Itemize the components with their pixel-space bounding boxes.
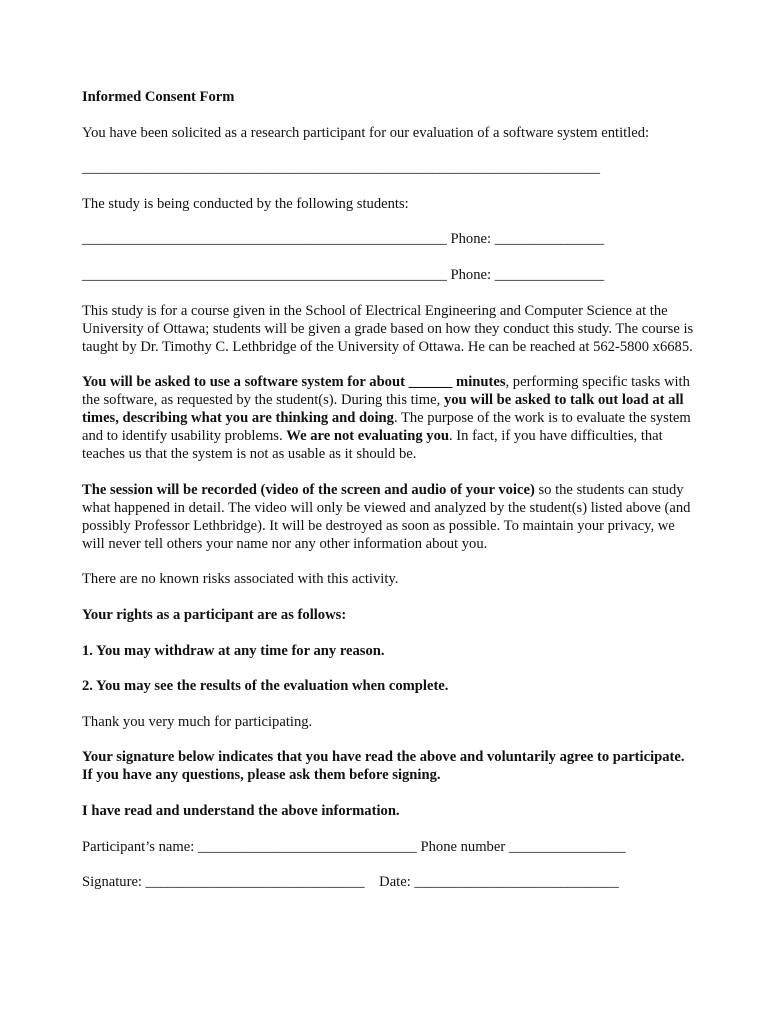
signature-field[interactable]: ______________________________ <box>145 874 365 891</box>
participant-name-field[interactable]: ______________________________ <box>197 838 417 855</box>
intro-text: You have been solicited as a research participant for our evaluation of a software system entitled: <box>82 124 650 141</box>
acknowledgement <box>82 802 694 820</box>
student-name-blank: __________________________________________________ <box>82 231 447 248</box>
task-duration-text: You will be asked to use a software system for about ______ minutes <box>82 374 506 391</box>
form-title: Informed Consent Form <box>82 89 235 105</box>
course-paragraph: This study is for a course given in the School of Electrical Engineering and Computer Science at the University of Ottawa; students will be given a grade based on how they conduct this study. The course is taught by Dr. Timothy C. Lethbridge of the University of Ottawa. He can be reached at 562-5800 x6685. <box>82 302 694 355</box>
system-title-blank: _______________________________________________________________________ <box>82 160 601 177</box>
right-2 <box>82 677 694 695</box>
task-text-2: . The purpose of the work is to evaluate the system and to identify usability problems. <box>82 410 691 445</box>
thanks-text: Thank you very much for participating. <box>82 713 313 730</box>
right-2-text: 2. You may see the results of the evaluation when complete. <box>82 678 449 695</box>
task-text-1: , performing specific tasks with the software, as requested by the student(s). During this time, <box>82 374 690 409</box>
risks-text: There are no known risks associated with this activity. <box>82 571 399 588</box>
right-1-text: 1. You may withdraw at any time for any reason. <box>82 642 385 659</box>
participant-name-label: Participant’s name: <box>82 838 195 855</box>
student-row-1 <box>82 230 694 248</box>
phone-number-label: Phone number <box>420 838 506 855</box>
phone-label: Phone: <box>450 266 492 283</box>
participant-name-row <box>82 838 694 856</box>
signature-label: Signature: <box>82 874 142 891</box>
phone-blank: _______________ <box>494 231 605 248</box>
recording-paragraph <box>82 481 694 553</box>
acknowledgement-text: I have read and understand the above information. <box>82 802 400 819</box>
recording-text: so the students can study what happened in detail. The video will only be viewed and analyzed by the student(s) listed above (and possibly Professor Lethbridge). It will be destroyed as soon as possible. To maintain your privacy, we will never tell others your name nor any other information about you. <box>82 481 691 552</box>
student-row-2 <box>82 266 694 284</box>
not-evaluating-text: We are not evaluating you <box>286 428 449 445</box>
date-label: Date: <box>379 874 411 891</box>
signature-row <box>82 873 694 891</box>
date-field[interactable]: ____________________________ <box>414 874 619 891</box>
phone-label: Phone: <box>450 231 492 248</box>
talk-aloud-text: you will be asked to talk out load at all times, describing what you are thinking and doing <box>82 392 684 427</box>
task-text-3: . In fact, if you have difficulties, that teaches us that the system is not as usable as it should be. <box>82 428 663 463</box>
consent-form-page <box>82 88 694 909</box>
right-1 <box>82 642 694 660</box>
signature-notice-text: Your signature below indicates that you have read the above and voluntarily agree to participate. If you have any questions, please ask them before signing. <box>82 749 685 784</box>
students-intro-text: The study is being conducted by the following students: <box>82 195 409 212</box>
signature-notice <box>82 748 694 784</box>
phone-number-field[interactable]: ________________ <box>508 838 626 855</box>
rights-heading <box>82 606 694 624</box>
rights-heading-text: Your rights as a participant are as follows: <box>82 606 347 623</box>
recording-notice: The session will be recorded (video of the screen and audio of your voice) <box>82 481 535 498</box>
task-paragraph <box>82 373 694 463</box>
student-name-blank: __________________________________________________ <box>82 266 447 283</box>
phone-blank: _______________ <box>494 266 605 283</box>
